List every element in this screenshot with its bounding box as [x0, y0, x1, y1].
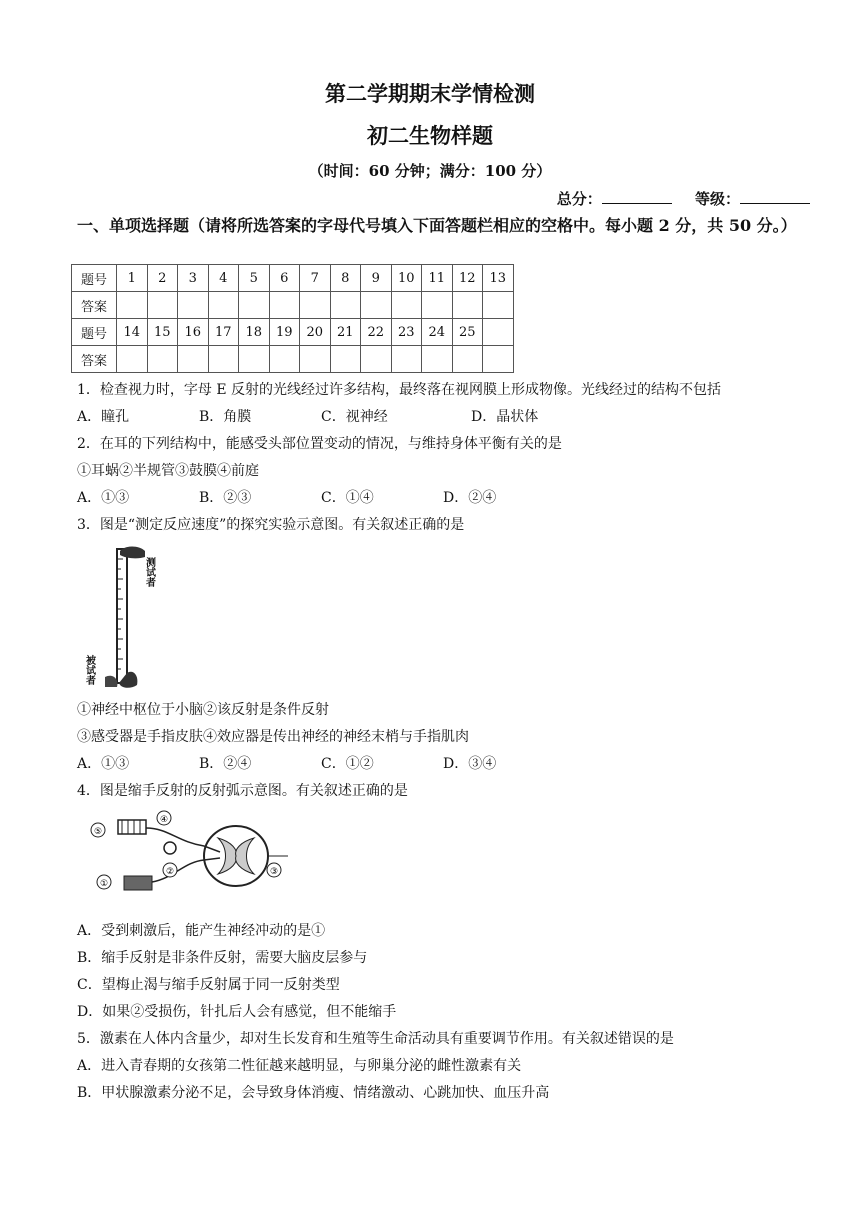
question-number-cell: 3	[178, 265, 209, 292]
question-4-option-b[interactable]: B．缩手反射是非条件反射，需要大脑皮层参与	[77, 950, 368, 966]
answer-cell[interactable]	[330, 346, 361, 373]
question-1-option-c[interactable]: C．视神经	[321, 409, 388, 425]
figure-number-1: ①	[99, 879, 109, 889]
question-number-cell: 10	[391, 265, 422, 292]
exam-subtitle: 初二生物样题	[367, 123, 493, 148]
grade-label: 等级：	[694, 190, 740, 208]
question-number-cell: 12	[452, 265, 483, 292]
answer-cell[interactable]	[117, 346, 148, 373]
answer-table-answer-row-2	[72, 346, 514, 373]
question-number-cell: 8	[330, 265, 361, 292]
answer-cell[interactable]	[330, 292, 361, 319]
question-number-cell: 19	[269, 319, 300, 346]
answer-cell[interactable]	[483, 292, 514, 319]
question-3-option-c[interactable]: C．①②	[321, 756, 374, 772]
question-1-option-a[interactable]: A．瞳孔	[77, 409, 130, 425]
question-number-cell: 21	[330, 319, 361, 346]
answer-cell[interactable]	[361, 346, 392, 373]
question-5-option-a[interactable]: A．进入青春期的女孩第二性征越来越明显，与卵巢分泌的雌性激素有关	[77, 1058, 522, 1074]
exam-time-score-info: （时间：60 分钟；满分：100 分）	[308, 162, 552, 180]
answer-table-question-row-1	[72, 265, 514, 292]
question-number-cell: 16	[178, 319, 209, 346]
question-2-option-c[interactable]: C．①④	[321, 490, 374, 506]
question-number-cell: 9	[361, 265, 392, 292]
question-5-option-b[interactable]: B．甲状腺激素分泌不足，会导致身体消瘦、情绪激动、心跳加快、血压升高	[77, 1085, 550, 1101]
reaction-speed-figure	[83, 545, 177, 695]
question-3-item-line-2: ③感受器是手指皮肤④效应器是传出神经的神经末梢与手指肌肉	[77, 729, 469, 745]
question-2-stem: 2．在耳的下列结构中，能感受头部位置变动的情况，与维持身体平衡有关的是	[77, 436, 562, 452]
question-3-option-d[interactable]: D．③④	[443, 756, 497, 772]
question-number-cell: 1	[117, 265, 148, 292]
question-3-option-b[interactable]: B．②④	[199, 756, 252, 772]
question-number-cell: 18	[239, 319, 270, 346]
table-label-answer: 答案	[72, 346, 117, 373]
question-number-cell: 4	[208, 265, 239, 292]
question-2-options	[77, 489, 496, 507]
answer-cell[interactable]	[178, 292, 209, 319]
answer-cell[interactable]	[452, 292, 483, 319]
question-5-stem: 5．激素在人体内含量少，却对生长发育和生殖等生命活动具有重要调节作用。有关叙述错误的是	[77, 1031, 674, 1047]
question-number-cell: 11	[422, 265, 453, 292]
answer-cell[interactable]	[117, 292, 148, 319]
question-2-option-d[interactable]: D．②④	[443, 490, 497, 506]
question-number-cell: 14	[117, 319, 148, 346]
answer-cell[interactable]	[300, 292, 331, 319]
table-label-question: 题号	[72, 319, 117, 346]
question-2-items: ①耳蜗②半规管③鼓膜④前庭	[77, 463, 259, 479]
answer-cell[interactable]	[208, 292, 239, 319]
answer-cell[interactable]	[300, 346, 331, 373]
question-4-option-a[interactable]: A．受到刺激后，能产生神经冲动的是①	[77, 923, 326, 939]
answer-cell[interactable]	[178, 346, 209, 373]
figure-number-5: ⑤	[93, 827, 103, 837]
figure-number-2: ②	[165, 867, 175, 877]
question-1-stem: 1．检查视力时，字母 E 反射的光线经过许多结构，最终落在视网膜上形成物像。光线经过的结构不包括	[77, 382, 722, 398]
question-number-cell: 13	[483, 265, 514, 292]
answer-cell[interactable]	[422, 292, 453, 319]
question-3-stem: 3．图是“测定反应速度”的探究实验示意图。有关叙述正确的是	[77, 517, 465, 533]
answer-cell[interactable]	[147, 292, 178, 319]
question-number-cell: 15	[147, 319, 178, 346]
question-1-option-d[interactable]: D．晶状体	[471, 409, 539, 425]
total-score-blank[interactable]	[602, 189, 672, 204]
answer-cell[interactable]	[391, 292, 422, 319]
question-3-options	[77, 755, 496, 773]
question-3-option-a[interactable]: A．①③	[77, 756, 130, 772]
figure-number-4: ④	[159, 815, 169, 825]
question-number-cell: 20	[300, 319, 331, 346]
answer-cell[interactable]	[147, 346, 178, 373]
question-4-option-c[interactable]: C．望梅止渴与缩手反射属于同一反射类型	[77, 977, 340, 993]
answer-cell[interactable]	[269, 292, 300, 319]
table-label-answer: 答案	[72, 292, 117, 319]
score-grade-line	[557, 188, 810, 209]
question-number-cell: 5	[239, 265, 270, 292]
figure-label-subject: 被试者	[83, 655, 95, 685]
answer-cell[interactable]	[208, 346, 239, 373]
question-3-item-line-1: ①神经中枢位于小脑②该反射是条件反射	[77, 702, 329, 718]
question-number-cell	[483, 319, 514, 346]
answer-cell[interactable]	[239, 292, 270, 319]
total-score-label: 总分：	[556, 190, 602, 208]
question-number-cell: 7	[300, 265, 331, 292]
question-number-cell: 6	[269, 265, 300, 292]
table-label-question: 题号	[72, 265, 117, 292]
exam-title: 第二学期期末学情检测	[325, 81, 535, 106]
question-number-cell: 2	[147, 265, 178, 292]
question-1-options	[77, 408, 538, 426]
answer-table-answer-row-1	[72, 292, 514, 319]
question-2-option-b[interactable]: B．②③	[199, 490, 252, 506]
answer-cell[interactable]	[269, 346, 300, 373]
question-number-cell: 17	[208, 319, 239, 346]
section-one-instructions: 一、单项选择题（请将所选答案的字母代号填入下面答题栏相应的空格中。每小题 2 分，共 50 分。）	[77, 216, 797, 235]
answer-cell[interactable]	[391, 346, 422, 373]
answer-table-question-row-2	[72, 319, 514, 346]
answer-cell[interactable]	[239, 346, 270, 373]
figure-label-tester: 测试者	[143, 557, 155, 587]
question-number-cell: 24	[422, 319, 453, 346]
question-4-stem: 4．图是缩手反射的反射弧示意图。有关叙述正确的是	[77, 783, 408, 799]
answer-cell[interactable]	[422, 346, 453, 373]
answer-table	[71, 264, 514, 373]
question-4-option-d[interactable]: D．如果②受损伤，针扎后人会有感觉，但不能缩手	[77, 1004, 397, 1020]
question-number-cell: 23	[391, 319, 422, 346]
answer-cell[interactable]	[452, 346, 483, 373]
answer-cell[interactable]	[483, 346, 514, 373]
grade-blank[interactable]	[740, 189, 810, 204]
question-1-option-b[interactable]: B．角膜	[199, 409, 252, 425]
answer-cell[interactable]	[361, 292, 392, 319]
question-number-cell: 25	[452, 319, 483, 346]
question-number-cell: 22	[361, 319, 392, 346]
figure-number-3: ③	[269, 867, 279, 877]
reflex-arc-figure	[88, 812, 288, 902]
question-2-option-a[interactable]: A．①③	[77, 490, 130, 506]
